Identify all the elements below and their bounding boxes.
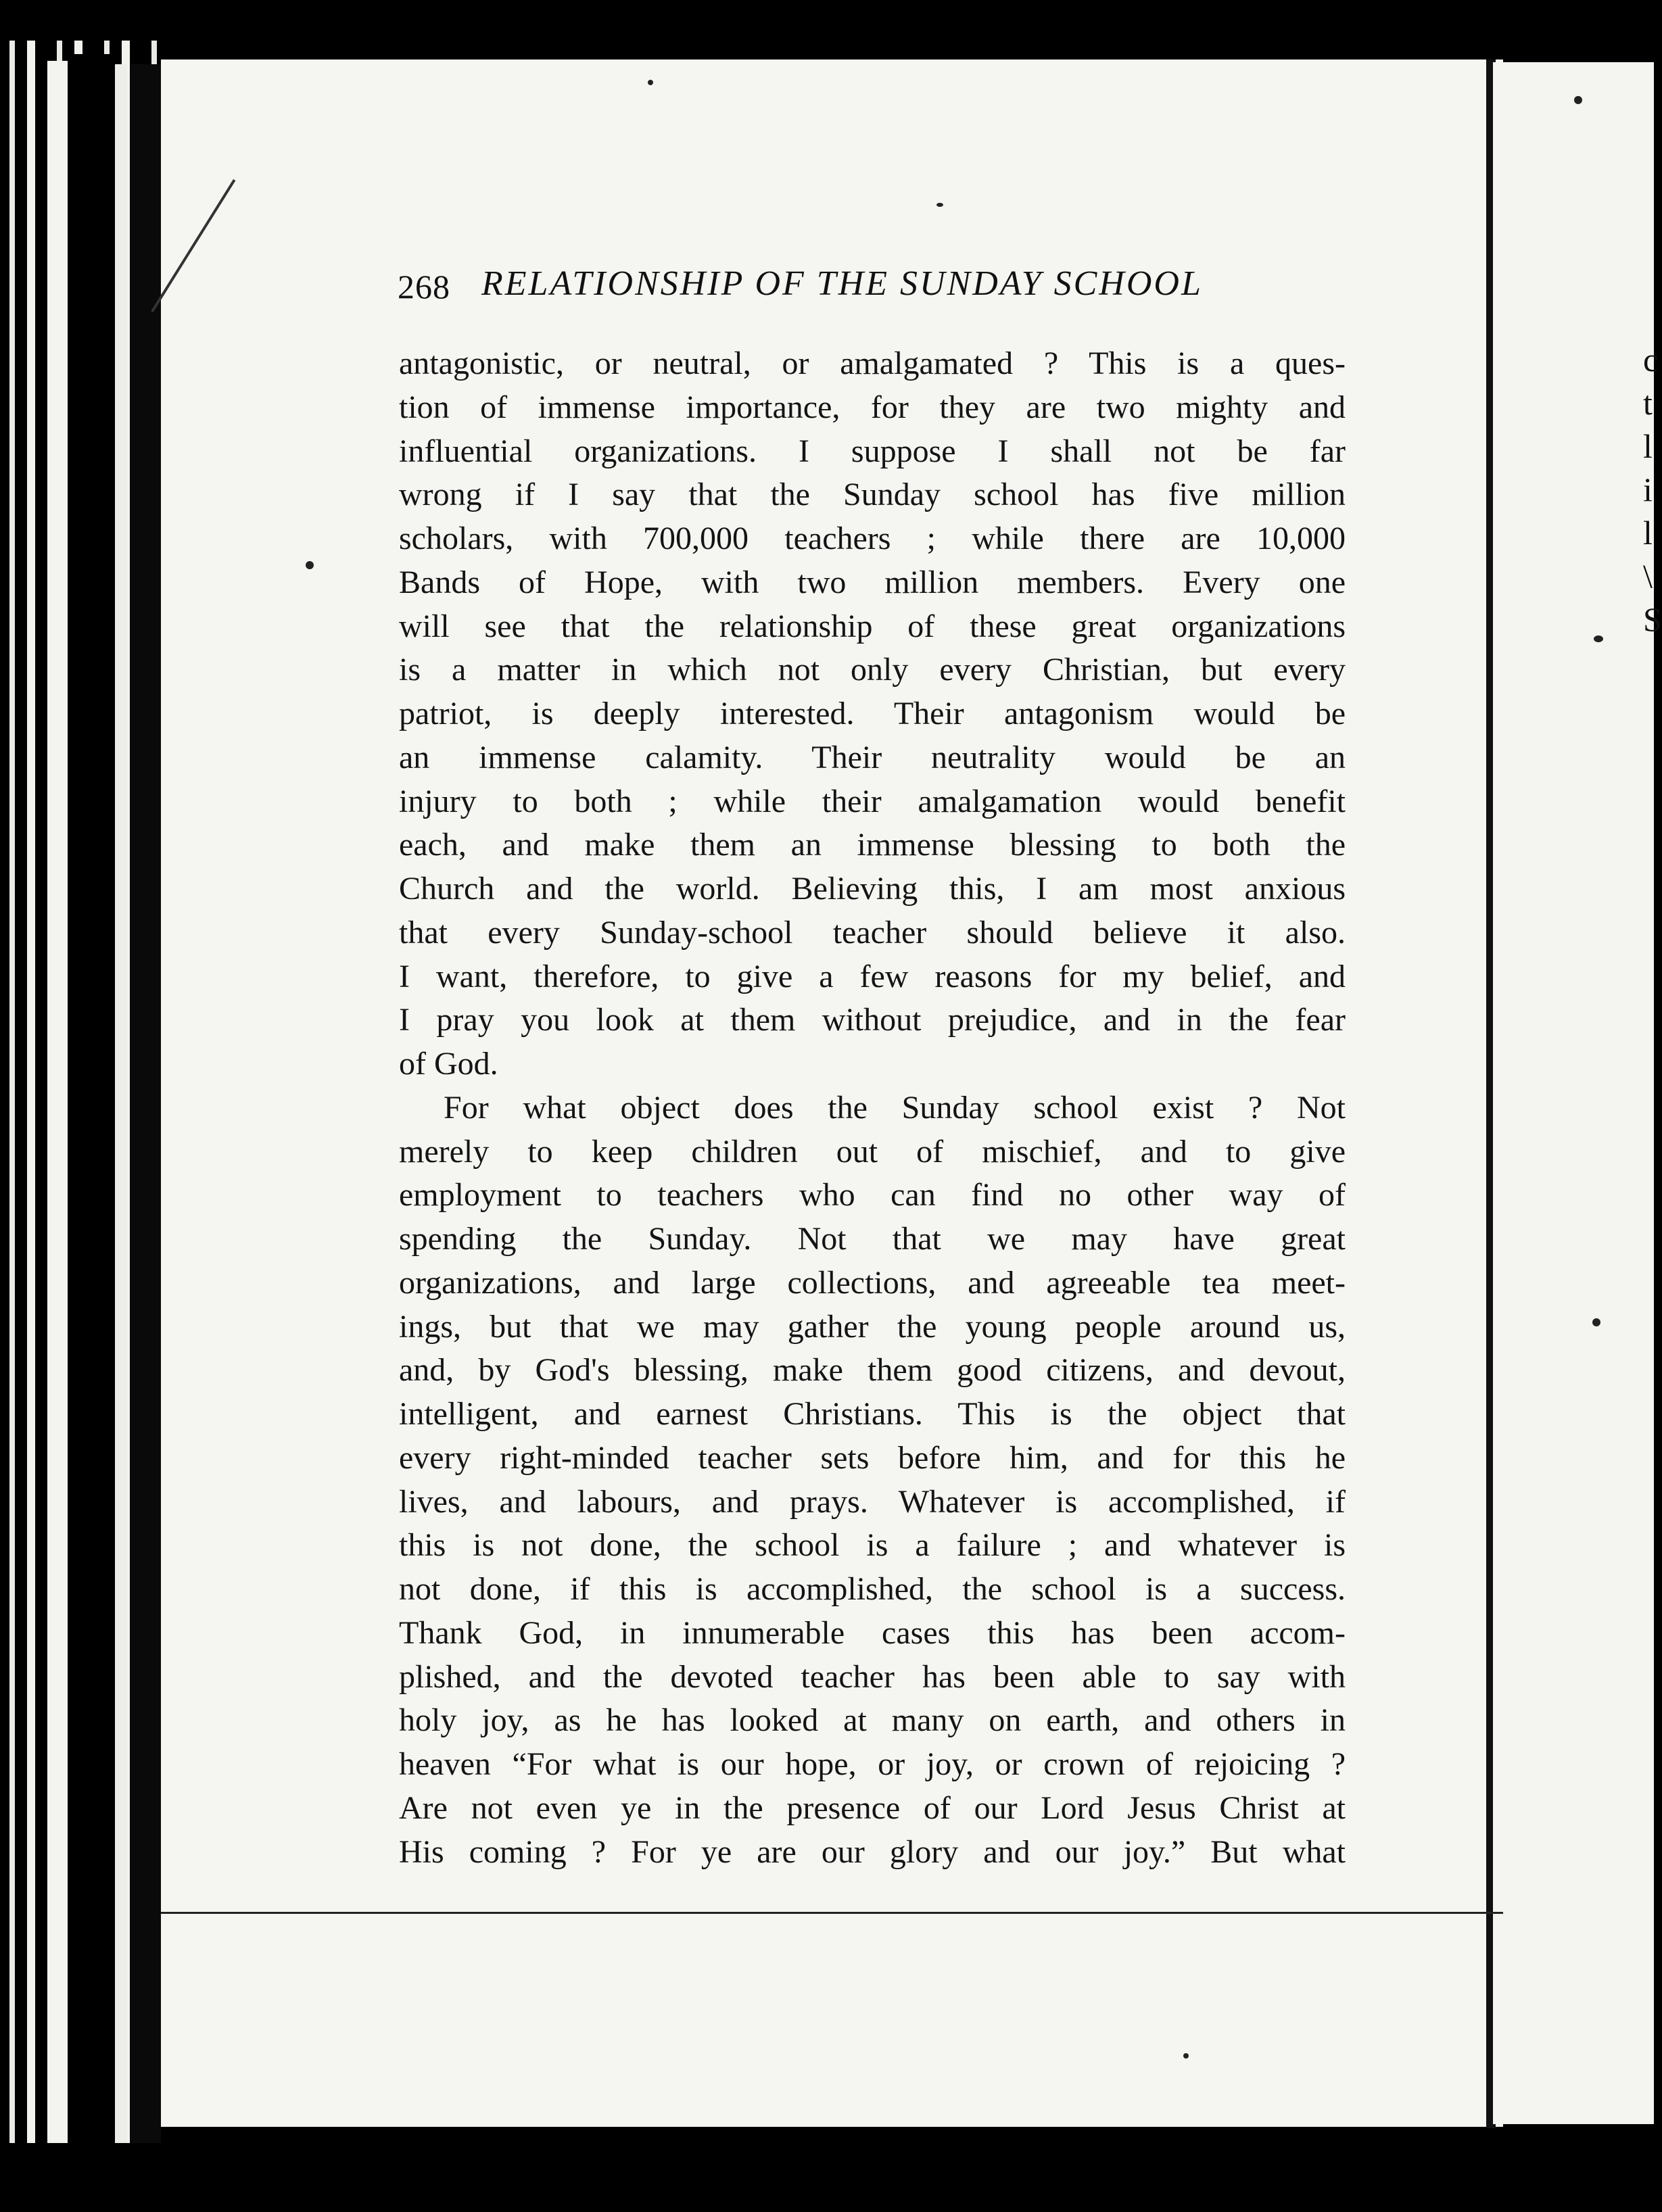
facing-page [1493, 62, 1662, 2124]
text-line: wrong if I say that the Sunday school has five million [399, 477, 1346, 513]
scan-speck [306, 561, 314, 569]
text-line: intelligent, and earnest Christians. This is the object that [399, 1396, 1346, 1432]
text-line: scholars, with 700,000 teachers ; while there are 10,000 [399, 521, 1346, 556]
facing-letter: c [1643, 341, 1659, 379]
text-line: each, and make them an immense blessing to both the [399, 827, 1346, 863]
scan-rule [161, 1912, 1503, 1914]
text-line: influential organizations. I suppose I shall not be far [399, 433, 1346, 469]
scan-speck [648, 80, 653, 85]
text-line: Thank God, in innumerable cases this has been accom- [399, 1614, 1346, 1651]
text-line: is a matter in which not only every Christian, but every [399, 652, 1346, 688]
text-line: an immense calamity. Their neutrality would be an [399, 739, 1346, 775]
page-number: 268 [398, 268, 450, 306]
page-edge [115, 64, 127, 2143]
text-line: ings, but that we may gather the young people around us, [399, 1308, 1346, 1345]
text-line: merely to keep children out of mischief, and to give [399, 1133, 1346, 1170]
scan-speck [936, 203, 943, 207]
text-line: injury to both ; while their amalgamation would benefit [399, 783, 1346, 819]
paragraph-end-line: of God. [399, 1046, 498, 1082]
page-edge-shadow [71, 54, 112, 2143]
running-title: RELATIONSHIP OF THE SUNDAY SCHOOL [481, 264, 1203, 303]
text-line: lives, and labours, and prays. Whatever is accomplished, if [399, 1483, 1346, 1520]
text-line: Are not even ye in the presence of our Lord Jesus Christ at [399, 1789, 1346, 1826]
text-line: will see that the relationship of these great organizations [399, 608, 1346, 644]
text-line: His coming ? For ye are our glory and our joy.” But what [399, 1833, 1346, 1870]
text-line: not done, if this is accomplished, the school is a success. [399, 1571, 1346, 1607]
facing-letter: i [1643, 471, 1653, 508]
page-edge-shadow [130, 64, 161, 2143]
text-line: plished, and the devoted teacher has been able to say with [399, 1658, 1346, 1695]
text-line: that every Sunday-school teacher should believe it also. [399, 914, 1346, 951]
scan-speck [1574, 96, 1582, 104]
text-line: Church and the world. Believing this, I am most anxious [399, 871, 1346, 907]
facing-letter: S [1643, 600, 1662, 638]
text-line: spending the Sunday. Not that we may have great [399, 1221, 1346, 1257]
text-line: organizations, and large collections, and agreeable tea meet- [399, 1264, 1346, 1301]
text-line: I pray you look at them without prejudice, and in the fear [399, 1002, 1346, 1038]
text-line: and, by God's blessing, make them good citizens, and devout, [399, 1352, 1346, 1389]
text-line: holy joy, as he has looked at many on earth, and others in [399, 1702, 1346, 1739]
text-line: Bands of Hope, with two million members. Every one [399, 564, 1346, 600]
body-text [399, 342, 1346, 1874]
text-line: antagonistic, or neutral, or amalgamated ? This is a ques- [399, 345, 1346, 381]
facing-letter: l [1643, 514, 1653, 552]
text-line: this is not done, the school is a failure ; and whatever is [399, 1527, 1346, 1564]
paragraph-start-line: For what object does the Sunday school exist ? Not [444, 1089, 1346, 1126]
facing-letter: l [1643, 427, 1653, 465]
text-line: heaven “For what is our hope, or joy, or crown of rejoicing ? [399, 1746, 1346, 1782]
text-line: every right-minded teacher sets before him, and for this he [399, 1439, 1346, 1476]
scan-speck [1594, 635, 1603, 642]
facing-page-letters [1643, 338, 1662, 641]
page-edge [47, 61, 68, 2143]
facing-letter: t [1643, 384, 1653, 422]
text-line: patriot, is deeply interested. Their antagonism would be [399, 696, 1346, 731]
scan-speck [1592, 1318, 1600, 1326]
facing-letter: \ [1643, 557, 1653, 595]
text-line: employment to teachers who can find no other way of [399, 1177, 1346, 1213]
scan-speck [1183, 2053, 1189, 2059]
text-line: I want, therefore, to give a few reasons for my belief, and [399, 958, 1346, 994]
text-line: tion of immense importance, for they are two mighty and [399, 389, 1346, 425]
